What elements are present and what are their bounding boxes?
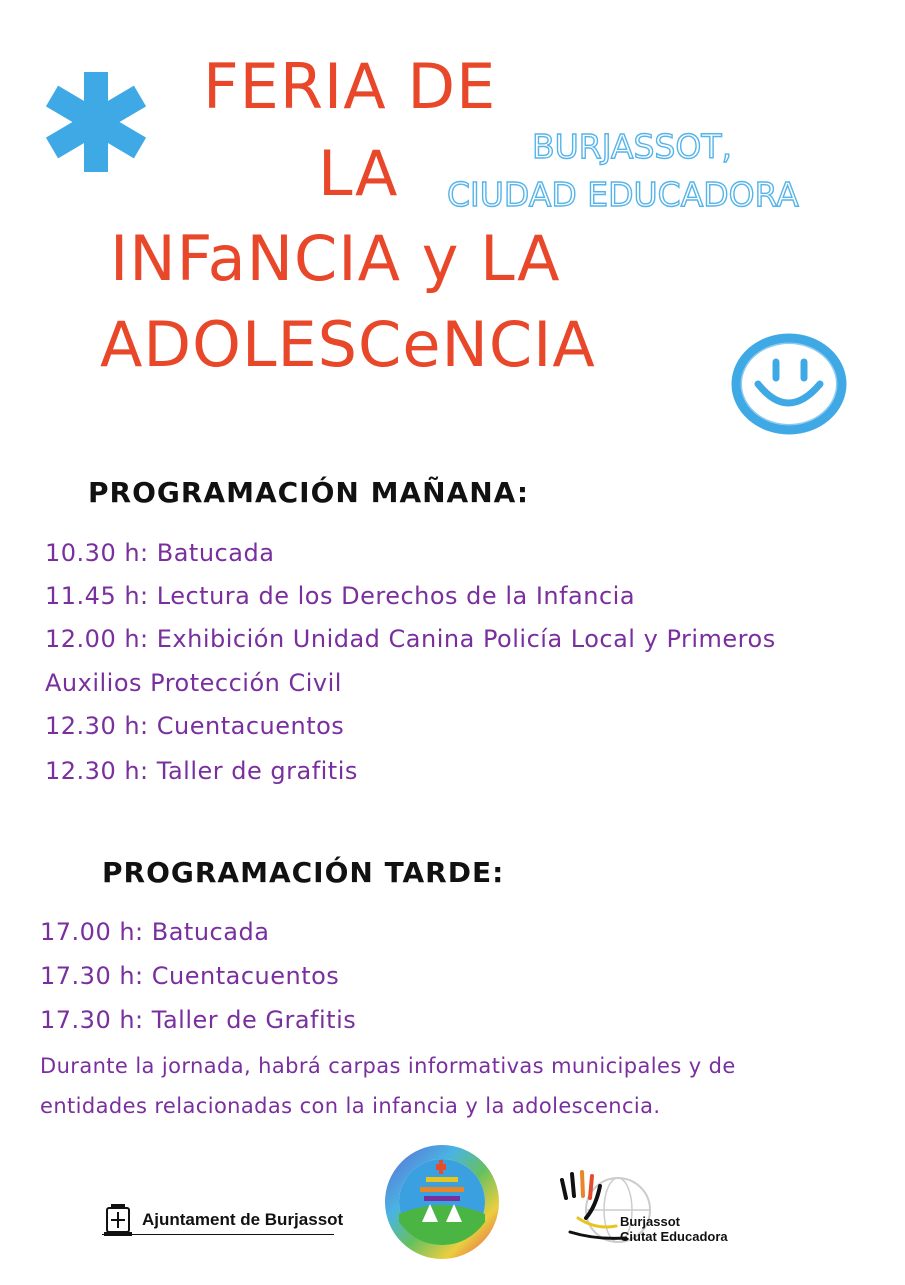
- subtitle-line-1: BURJASSOT,: [532, 127, 732, 166]
- title-line-4: ADOLESCeNCIA: [100, 308, 596, 381]
- morning-item: 12.30 h: Cuentacuentos: [45, 712, 345, 740]
- ajuntament-logo: [102, 1200, 344, 1240]
- morning-item: 12.30 h: Taller de grafitis: [45, 757, 358, 785]
- title-line-2: LA: [318, 137, 399, 210]
- participa-ring-text: [372, 1130, 373, 1131]
- afternoon-item: 17.00 h: Batucada: [40, 918, 270, 946]
- educadora-line-1: Burjassot: [620, 1214, 680, 1229]
- afternoon-heading: PROGRAMACIÓN TARDE:: [102, 856, 505, 889]
- smiley-face-icon: [728, 328, 850, 438]
- info-note: Durante la jornada, habrá carpas informativas municipales y de entidades relacionadas con la infancia y la adolescencia.: [40, 1054, 736, 1118]
- morning-item: 10.30 h: Batucada: [45, 539, 275, 567]
- title-line-3: INFaNCIA y LA: [110, 222, 561, 295]
- morning-heading: PROGRAMACIÓN MAÑANA:: [88, 476, 530, 509]
- subtitle-line-2: CIUDAD EDUCADORA: [447, 175, 799, 214]
- morning-item: Auxilios Protección Civil: [45, 669, 342, 697]
- educadora-logo: [556, 1166, 756, 1246]
- ajuntament-name: Ajuntament de Burjassot: [142, 1210, 344, 1229]
- asterisk-icon: [40, 66, 152, 178]
- ajuntament-underline: [102, 1234, 334, 1235]
- afternoon-item: 17.30 h: Cuentacuentos: [40, 962, 340, 990]
- title-line-1: FERIA DE: [203, 50, 497, 123]
- educadora-line-2: Ciutat Educadora: [620, 1229, 728, 1244]
- afternoon-item: 17.30 h: Taller de Grafitis: [40, 1006, 357, 1034]
- morning-item: 11.45 h: Lectura de los Derechos de la Infancia: [45, 582, 636, 610]
- participa-logo: [372, 1130, 512, 1270]
- morning-item: 12.00 h: Exhibición Unidad Canina Policía Local y Primeros: [45, 625, 776, 653]
- coat-of-arms-icon: [102, 1202, 134, 1238]
